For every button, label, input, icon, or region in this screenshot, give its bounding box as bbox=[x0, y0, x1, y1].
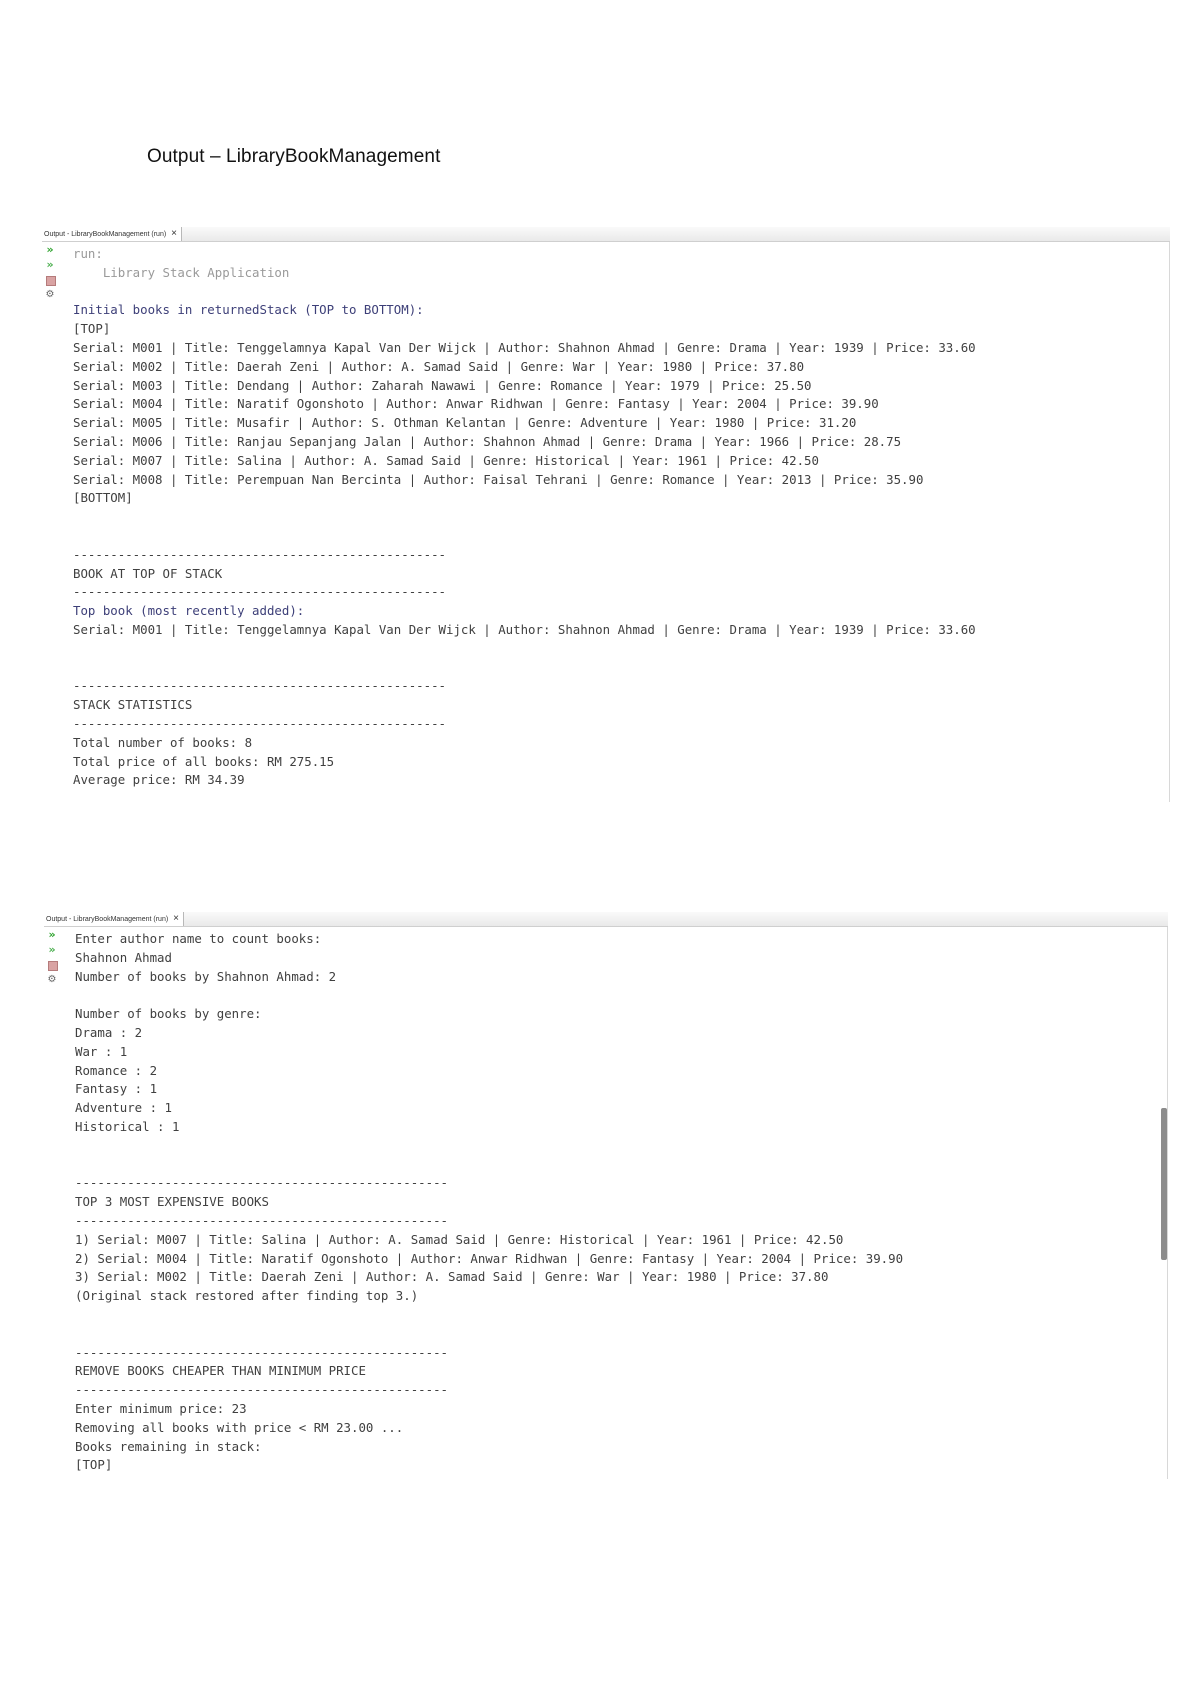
console-line: (Original stack restored after finding top 3.) bbox=[75, 1288, 419, 1304]
console-line bbox=[75, 1306, 1160, 1325]
console-line: Adventure : 1 bbox=[75, 1100, 172, 1116]
console-line bbox=[73, 640, 1162, 659]
console-line: -------------------------------------------------- bbox=[75, 1382, 448, 1398]
console-line: Books remaining in stack: bbox=[75, 1438, 262, 1454]
console-line: -------------------------------------------------- bbox=[73, 546, 446, 562]
run-icon[interactable]: » bbox=[46, 243, 54, 256]
console-line: Initial books in returnedStack (TOP to BOTTOM): bbox=[73, 302, 424, 318]
console-line: [TOP] bbox=[75, 1457, 113, 1473]
output-tab-label: Output - LibraryBookManagement (run) bbox=[46, 916, 169, 923]
console-line bbox=[75, 986, 1160, 1005]
console-line: TOP 3 MOST EXPENSIVE BOOKS bbox=[75, 1194, 269, 1210]
panel-border bbox=[1167, 927, 1168, 1479]
console-line: Serial: M001 | Title: Tenggelamnya Kapal Van Der Wijck | Author: Shahnon Ahmad | Genre: Drama | Year: 1939 | Price: 33.60 bbox=[73, 621, 976, 637]
output-tab-label: Output - LibraryBookManagement (run) bbox=[44, 231, 167, 238]
settings-icon[interactable]: ⚙ bbox=[47, 974, 57, 985]
output-toolbar bbox=[42, 242, 62, 802]
console-line: Number of books by genre: bbox=[75, 1006, 262, 1022]
console-line bbox=[75, 1325, 1160, 1344]
console-line bbox=[75, 1156, 1160, 1175]
console-line: Serial: M004 | Title: Naratif Ogonshoto | Author: Anwar Ridhwan | Genre: Fantasy | Year: 2004 | Price: 39.90 bbox=[73, 396, 879, 412]
console-line: [TOP] bbox=[73, 321, 111, 337]
console-line: Total price of all books: RM 275.15 bbox=[73, 753, 335, 769]
console-line: Historical : 1 bbox=[75, 1118, 180, 1134]
console-line bbox=[73, 283, 1162, 302]
console-line: Fantasy : 1 bbox=[75, 1081, 158, 1097]
console-line: War : 1 bbox=[75, 1043, 128, 1059]
console-line bbox=[73, 659, 1162, 678]
output-tab-bar bbox=[42, 227, 1170, 242]
console-line: Serial: M007 | Title: Salina | Author: A. Samad Said | Genre: Historical | Year: 1961 | Price: 42.50 bbox=[73, 452, 819, 468]
console-line: BOOK AT TOP OF STACK bbox=[73, 565, 223, 581]
console-line: Serial: M006 | Title: Ranjau Sepanjang Jalan | Author: Shahnon Ahmad | Genre: Drama | Year: 1966 | Price: 28.75 bbox=[73, 433, 902, 449]
console-line: run: bbox=[73, 246, 103, 261]
rerun-icon[interactable]: » bbox=[48, 943, 56, 956]
settings-icon[interactable]: ⚙ bbox=[45, 289, 55, 300]
console-line: 3) Serial: M002 | Title: Daerah Zeni | Author: A. Samad Said | Genre: War | Year: 1980 | Price: 37.80 bbox=[75, 1269, 829, 1285]
console-line: Top book (most recently added): bbox=[73, 603, 305, 619]
output-panel-2 bbox=[44, 912, 1168, 1479]
console-output bbox=[73, 245, 1162, 790]
console-line: Average price: RM 34.39 bbox=[73, 772, 245, 788]
panel-border bbox=[1169, 242, 1170, 802]
console-line: Enter author name to count books: bbox=[75, 931, 322, 946]
console-line: 1) Serial: M007 | Title: Salina | Author: A. Samad Said | Genre: Historical | Year: 1961 | Price: 42.50 bbox=[75, 1231, 844, 1247]
console-line: -------------------------------------------------- bbox=[75, 1175, 448, 1191]
output-toolbar bbox=[44, 927, 64, 1479]
output-panel-1 bbox=[42, 227, 1170, 802]
document-title: Output – LibraryBookManagement bbox=[147, 146, 441, 167]
console-line: Serial: M005 | Title: Musafir | Author: S. Othman Kelantan | Genre: Adventure | Year: 1980 | Price: 31.20 bbox=[73, 415, 857, 431]
console-line: -------------------------------------------------- bbox=[73, 678, 446, 694]
console-line: Serial: M003 | Title: Dendang | Author: Zaharah Nawawi | Genre: Romance | Year: 1979 | Price: 25.50 bbox=[73, 377, 812, 393]
rerun-icon[interactable]: » bbox=[46, 258, 54, 271]
console-line bbox=[73, 527, 1162, 546]
output-tab-bar bbox=[44, 912, 1168, 927]
output-tab[interactable] bbox=[42, 227, 182, 241]
console-line: Enter minimum price: 23 bbox=[75, 1400, 247, 1416]
stop-icon[interactable] bbox=[48, 961, 58, 971]
console-line: Shahnon Ahmad bbox=[75, 949, 172, 965]
console-line: Romance : 2 bbox=[75, 1062, 158, 1078]
console-line: Drama : 2 bbox=[75, 1024, 143, 1040]
console-line bbox=[75, 1137, 1160, 1156]
console-output bbox=[75, 930, 1160, 1475]
console-line: Number of books by Shahnon Ahmad: 2 bbox=[75, 968, 337, 984]
close-icon[interactable]: × bbox=[173, 913, 180, 924]
console-line: STACK STATISTICS bbox=[73, 697, 193, 713]
console-line: 2) Serial: M004 | Title: Naratif Ogonshoto | Author: Anwar Ridhwan | Genre: Fantasy | Year: 2004 | Price: 39.90 bbox=[75, 1250, 904, 1266]
console-line: Serial: M002 | Title: Daerah Zeni | Author: A. Samad Said | Genre: War | Year: 1980 | Price: 37.80 bbox=[73, 358, 805, 374]
console-line: Total number of books: 8 bbox=[73, 734, 253, 750]
console-line: [BOTTOM] bbox=[73, 490, 133, 506]
console-line: -------------------------------------------------- bbox=[73, 584, 446, 600]
console-line: -------------------------------------------------- bbox=[73, 715, 446, 731]
run-icon[interactable]: » bbox=[48, 928, 56, 941]
vertical-scrollbar[interactable] bbox=[1161, 1108, 1167, 1260]
console-line bbox=[73, 508, 1162, 527]
console-line: -------------------------------------------------- bbox=[75, 1212, 448, 1228]
console-line: Serial: M008 | Title: Perempuan Nan Bercinta | Author: Faisal Tehrani | Genre: Romance | Year: 2013 | Price: 35.90 bbox=[73, 471, 924, 487]
close-icon[interactable]: × bbox=[171, 228, 178, 239]
console-line: -------------------------------------------------- bbox=[75, 1344, 448, 1360]
console-line: Serial: M001 | Title: Tenggelamnya Kapal Van Der Wijck | Author: Shahnon Ahmad | Genre: Drama | Year: 1939 | Price: 33.60 bbox=[73, 339, 976, 355]
console-line: REMOVE BOOKS CHEAPER THAN MINIMUM PRICE bbox=[75, 1363, 366, 1379]
console-line: Library Stack Application bbox=[73, 264, 290, 280]
stop-icon[interactable] bbox=[46, 276, 56, 286]
output-tab[interactable] bbox=[44, 912, 184, 926]
console-line: Removing all books with price < RM 23.00 ... bbox=[75, 1419, 404, 1435]
